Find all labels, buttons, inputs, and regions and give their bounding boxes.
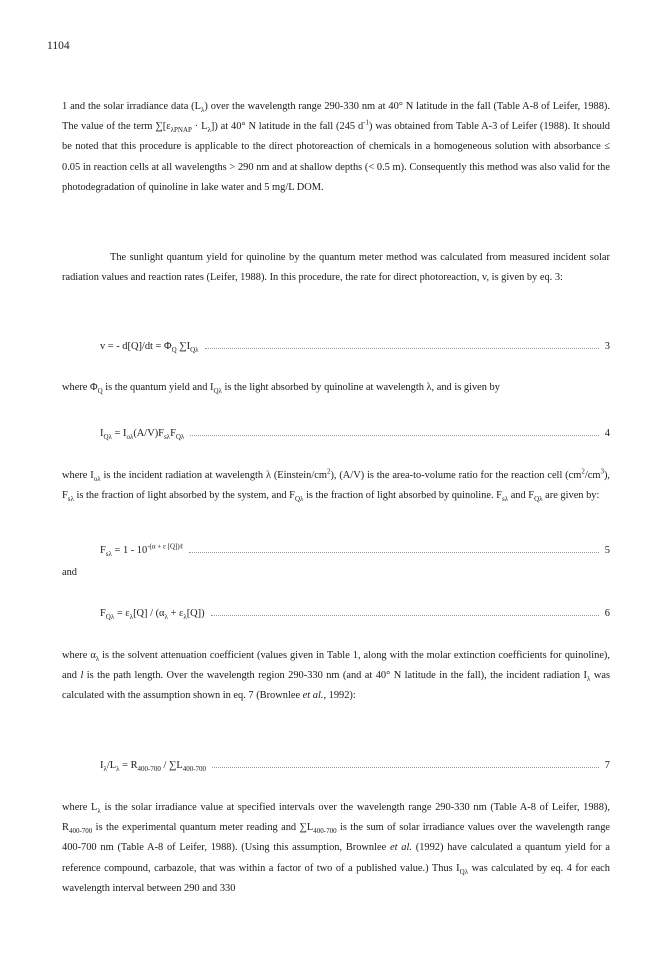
dot-leader [205,348,599,349]
equation-number: 3 [604,341,610,352]
paragraph-quantum-meter-method: The sunlight quantum yield for quinoline by the quantum meter method was calculated from measured incident solar radiation values and reaction rates (Leifer, 1988). In this procedure, the rate for direct photoreaction, v, is given by eq. 3: [62,252,610,284]
equation-6: $F_{Q\lambda} = \varepsilon_\lambda[Q] / (\alpha_\lambda + \varepsilon_\lambda[Q])$ 6 [100,608,610,622]
dot-leader [212,767,599,768]
equation-5: $F_{s\lambda} = 1 - 10^{-(\alpha + \varepsilon [Q])\ell}$ 5 [100,542,610,559]
equation-number: 7 [604,760,610,771]
paragraph-quantum-yield-definition: where $\Phi_Q$ is the quantum yield and $I_{Q\lambda}$ is the light absorbed by quinoline at wavelength λ, and is given by [62,382,500,396]
equation-number: 5 [604,545,610,556]
dot-leader [189,552,599,553]
page-number: 1104 [47,40,70,52]
equation-number: 6 [604,608,610,619]
equation-4: $I_{Q\lambda} = I_{o\lambda}(A/V)F_{s\lambda}F_{Q\lambda}$ 4 [100,428,610,442]
equation-number: 4 [604,428,610,439]
paragraph-attenuation: where $\alpha_\lambda$ is the solvent attenuation coefficient (values given in Table 1, along with the molar extinction coefficients for quinoline), and l is the path length. Over the wavelength region 290-330 nm (and at 40° N latitude in the fall), the incident radiation $I_\lambda$ was calculated with the assumption shown in eq. 7 (Brownlee et al., 1992): [62,650,610,702]
paragraph-continuation: 1 and the solar irradiance data $(L_\lambda)$ over the wavelength range 290-330 nm at 40° N latitude in the fall (Table A-8 of Leifer, 1988). The value of the term $\sum[\varepsilon_{\lambda PNAP} \cdot L_\lambda]$) at 40° N latitude in the fall (245 $d^{-1}$) was obtained from Table A-3 of Leifer (1988). It should be noted that this procedure is applicable to the direct photoreaction of chemicals in a homogeneous solution with absorbance ≤ 0.05 in reaction cells at all wavelengths > 290 nm and at shallow depths (< 0.5 m). Consequently this method was also valid for the photodegradation of quinoline in lake water and 5 mg/L DOM. [62,101,610,193]
paragraph-incident-radiation: where $I_{o\lambda}$ is the incident radiation at wavelength λ $(Einstein/cm^2)$, (A/V) is the area-to-volume ratio for the reaction cell $(cm^2/cm^3)$, $F_{s\lambda}$ is the fraction of light absorbed by the system, and $F_{Q\lambda}$ is the fraction of light absorbed by quinoline. $F_{s\lambda}$ and $F_{Q\lambda}$ are given by: [62,467,610,504]
dot-leader [211,615,599,616]
connector-and: and [62,567,78,578]
equation-7: $I_\lambda/L_\lambda = R_{400-700} / \sum L_{400-700}$ 7 [100,760,610,774]
equation-3: v = - $d[Q]/dt = \Phi_Q$ $\sum I_{Q\lambda}$ 3 [100,341,610,355]
paragraph-solar-irradiance: where $L_\lambda$ is the solar irradiance value at specified intervals over the wavelength range 290-330 nm (Table A-8 of Leifer, 1988), $R_{400-700}$ is the experimental quantum meter reading and $\sum L_{400-700}$ is the sum of solar irradiance values over the wavelength range 400-700 nm (Table A-8 of Leifer, 1988). (Using this assumption, Brownlee et al. (1992) have calculated a quantum yield for a reference compound, carbazole, that was within a factor of two of a published value.) Thus $I_{Q\lambda}$ was calculated by eq. 4 for each wavelength interval between 290 and 330 [62,802,611,894]
dot-leader [190,435,599,436]
